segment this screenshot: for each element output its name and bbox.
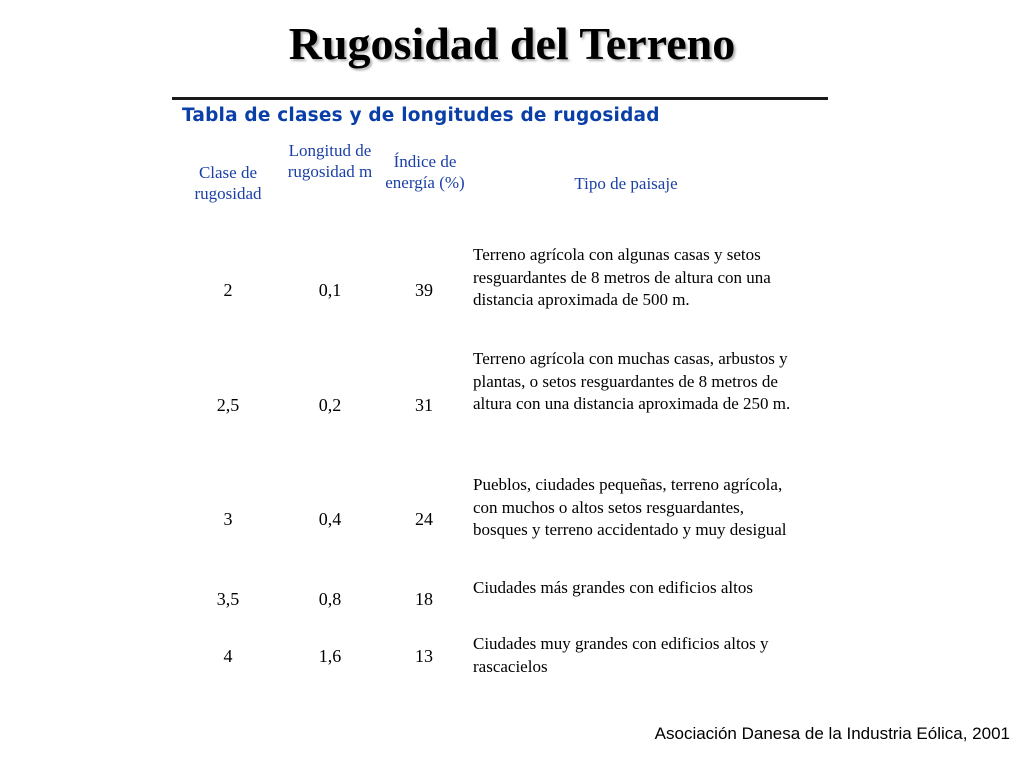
row4-tipo-de-paisaje: Ciudades más grandes con edificios altos xyxy=(473,578,753,597)
row3-indice: 24 xyxy=(415,509,433,529)
table-title: Tabla de clases y de longitudes de rugosidad xyxy=(182,105,660,126)
row3-longitud: 0,4 xyxy=(318,509,342,529)
table-top-rule xyxy=(172,97,828,100)
row4-longitud: 0,8 xyxy=(318,589,342,609)
row2-longitud: 0,2 xyxy=(318,395,342,415)
row2-indice: 31 xyxy=(415,395,433,415)
row2-clase: 2,5 xyxy=(216,395,240,415)
source-citation: Asociación Danesa de la Industria Eólica, 2001 xyxy=(654,724,1010,743)
row2-tipo-de-paisaje: Terreno agrícola con muchas casas, arbustos y plantas, o setos resguardantes de 8 metros de altura con una distancia aproximada de 250 m. xyxy=(473,349,791,413)
row5-indice: 13 xyxy=(415,646,433,666)
row5-longitud: 1,6 xyxy=(318,646,342,666)
header-longitud-de-rugosidad: Longitud de rugosidad m xyxy=(287,141,373,181)
header-indice-de-energia: Índice de energía (%) xyxy=(385,152,465,192)
slide-title: Rugosidad del Terreno xyxy=(288,18,736,69)
row1-indice: 39 xyxy=(415,280,433,300)
row5-tipo-de-paisaje: Ciudades muy grandes con edificios altos y rascacielos xyxy=(473,634,769,676)
header-clase-de-rugosidad: Clase de rugosidad xyxy=(194,163,262,203)
row5-clase: 4 xyxy=(223,646,233,666)
header-tipo-de-paisaje: Tipo de paisaje xyxy=(574,174,678,193)
row4-indice: 18 xyxy=(415,589,433,609)
row1-tipo-de-paisaje: Terreno agrícola con algunas casas y setos resguardantes de 8 metros de altura con una distancia aproximada de 500 m. xyxy=(473,245,771,309)
row4-clase: 3,5 xyxy=(216,589,240,609)
row3-tipo-de-paisaje: Pueblos, ciudades pequeñas, terreno agrícola, con muchos o altos setos resguardantes, bosques y terreno accidentado y muy desigual xyxy=(473,475,787,539)
row3-clase: 3 xyxy=(223,509,233,529)
row1-longitud: 0,1 xyxy=(318,280,342,300)
row1-clase: 2 xyxy=(223,280,233,300)
